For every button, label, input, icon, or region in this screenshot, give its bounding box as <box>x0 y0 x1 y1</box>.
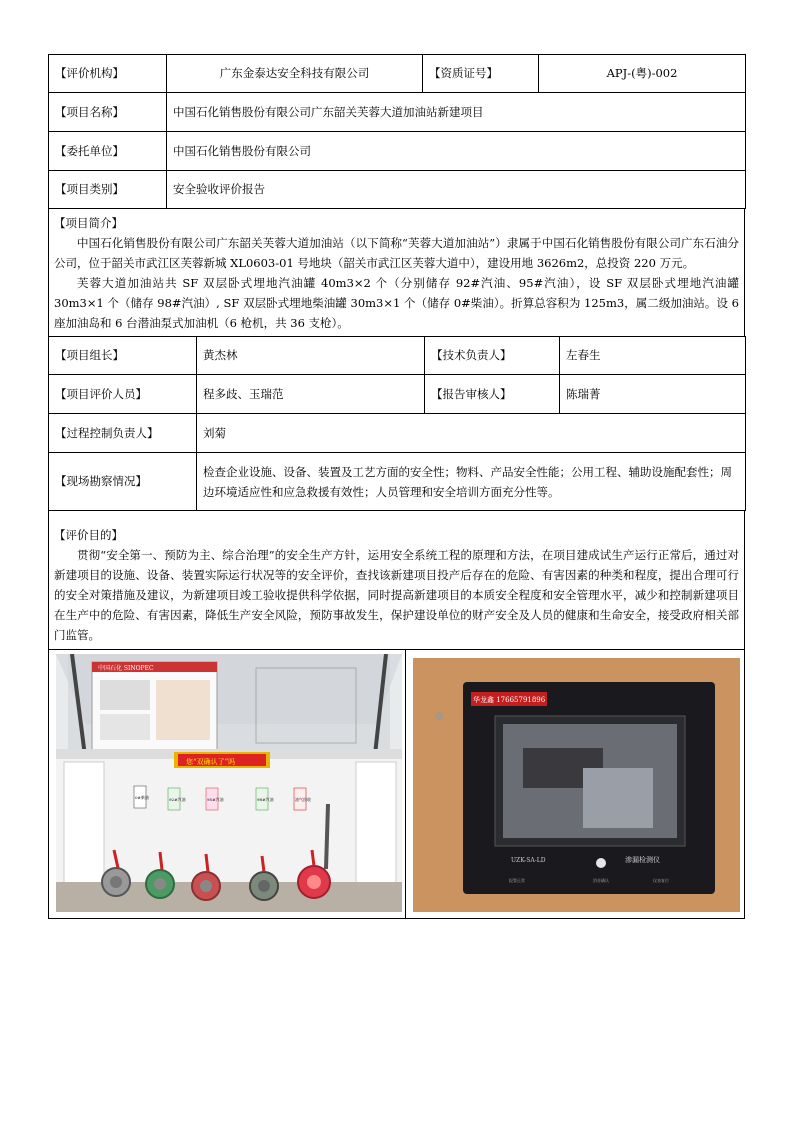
report-page <box>48 54 745 919</box>
leader-value: 黄杰林 <box>197 337 425 375</box>
evaluator-row <box>49 375 746 414</box>
leader-label: 【项目组长】 <box>49 337 197 375</box>
evaluation-purpose <box>48 511 745 650</box>
leak-detector-illustration <box>413 658 740 912</box>
process-control-value: 刘菊 <box>197 414 746 453</box>
label-0-diesel: 0#柴油 <box>135 795 149 800</box>
reviewer-label: 【报告审核人】 <box>425 375 560 414</box>
device-brand-text: 华龙鑫 17665791896 <box>473 696 546 704</box>
device-btn-mute: 消音确认 <box>593 878 609 883</box>
project-name-row <box>49 93 746 132</box>
intro-paragraph-2: 芙蓉大道加油站共 SF 双层卧式埋地汽油罐 40m3×2 个（分别储存 92#汽油、95#汽油），设 SF 双层卧式埋地汽油罐 30m3×1 个（储存 98#汽油）, SF 双层卧式埋地柴油罐 30m3×1 个（储存 0#柴油）。折算总容积为 125m3，属二级加油站。设 6 座加油岛和 6 台潜油泵式加油机（6 枪机，共 36 支枪）。 <box>54 276 739 330</box>
project-intro <box>48 209 745 337</box>
purpose-heading: 【评价目的】 <box>54 528 123 542</box>
org-row <box>49 55 746 93</box>
label-92-gas: 92#汽油 <box>169 797 186 802</box>
leader-row <box>49 337 746 375</box>
org-label: 【评价机构】 <box>49 55 167 93</box>
device-model-text: UZK-SA-LD <box>511 857 546 864</box>
intro-heading: 【项目简介】 <box>54 216 123 230</box>
purpose-paragraph: 贯彻“安全第一、预防为主、综合治理”的安全生产方针，运用安全系统工程的原理和方法，在项目建成试生产运行正常后，通过对新建项目的设施、设备、装置实际运行状况等的安全评价，查找该新建项目投产后存在的危险、有害因素的种类和程度，提出合理可行的安全对策措施及建议，为新建项目竣工验收提供科学依据，同时提高新建项目的本质安全程度和安全管理水平，减少和控制新建项目在生产中的危险、有害因素，降低生产安全风险，预防事故发生，保护建设单位的财产安全及人员的健康和生命安全，接受政府相关部门监管。 <box>54 548 739 642</box>
site-survey-row <box>49 453 746 511</box>
banner-text: 您“双确认了”吗 <box>186 758 236 766</box>
site-survey-value: 检查企业设施、设备、装置及工艺方面的安全性；物料、产品安全性能；公用工程、辅助设施配套性；周边环境适应性和应急救援有效性；人员管理和安全培训方面充分性等。 <box>197 453 746 511</box>
sign-top-text: 中国石化 SINOPEC <box>98 665 154 672</box>
label-95-gas: 95#汽油 <box>207 797 224 802</box>
evaluator-value: 程多歧、玉瑞范 <box>197 375 425 414</box>
valve-cabinet-illustration <box>56 654 402 912</box>
device-title-text: 渗漏检测仪 <box>625 856 660 864</box>
leak-detector-photo <box>413 658 740 912</box>
tech-lead-value: 左春生 <box>560 337 746 375</box>
category-row <box>49 171 746 209</box>
site-survey-label: 【现场勘察情况】 <box>49 453 197 511</box>
photo-section <box>48 650 745 919</box>
client-value: 中国石化销售股份有限公司 <box>167 132 746 171</box>
staff-table <box>48 336 746 511</box>
intro-paragraph-1: 中国石化销售股份有限公司广东韶关芙蓉大道加油站（以下简称“芙蓉大道加油站”）隶属于中国石化销售股份有限公司广东石油分公司，位于韶关市武江区芙蓉新城 XL0603-01 号地块（韶关市武江区芙蓉大道中），建设用地 3626m2，总投资 220 万元。 <box>54 236 739 270</box>
client-label: 【委托单位】 <box>49 132 167 171</box>
cert-label: 【资质证号】 <box>423 55 539 93</box>
cert-value: APJ-(粤)-002 <box>539 55 746 93</box>
org-value: 广东金泰达安全科技有限公司 <box>167 55 423 93</box>
evaluator-label: 【项目评价人员】 <box>49 375 197 414</box>
client-row <box>49 132 746 171</box>
process-control-label: 【过程控制负责人】 <box>49 414 197 453</box>
project-name-value: 中国石化销售股份有限公司广东韶关芙蓉大道加油站新建项目 <box>167 93 746 132</box>
project-name-label: 【项目名称】 <box>49 93 167 132</box>
category-value: 安全验收评价报告 <box>167 171 746 209</box>
tech-lead-label: 【技术负责人】 <box>425 337 560 375</box>
device-btn-reset: 仪表复位 <box>653 878 669 883</box>
photo-divider <box>405 650 406 918</box>
device-btn-alarm: 报警正常 <box>509 878 525 883</box>
process-control-row <box>49 414 746 453</box>
reviewer-value: 陈瑞菁 <box>560 375 746 414</box>
info-table-top <box>48 54 746 209</box>
label-vapor-recovery: 油气回收 <box>295 797 311 802</box>
label-98-gas: 98#汽油 <box>257 797 274 802</box>
valve-cabinet-photo <box>56 654 402 912</box>
category-label: 【项目类别】 <box>49 171 167 209</box>
